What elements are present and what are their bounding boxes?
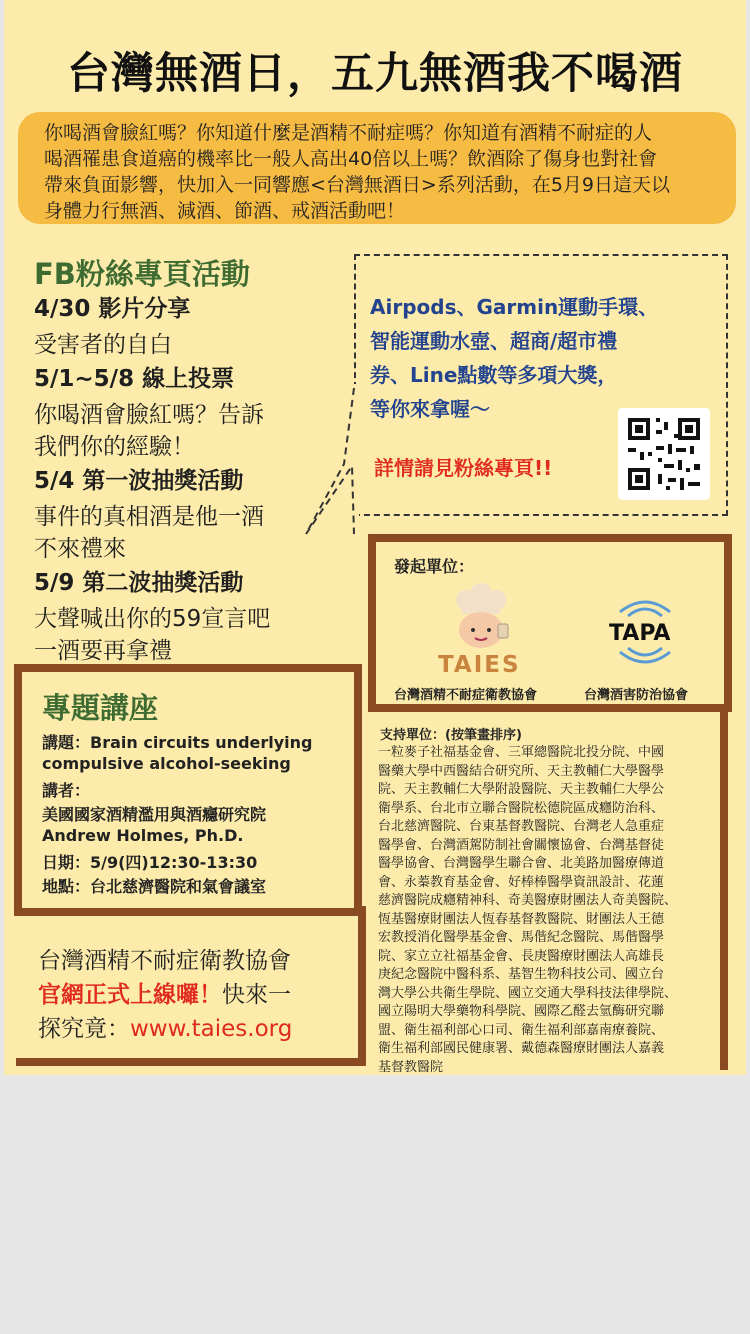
website-org-name: 台灣酒精不耐症衛教協會 xyxy=(38,948,291,974)
fb-event-desc: 一酒要再拿禮 xyxy=(34,638,172,664)
fb-event-desc: 不來禮來 xyxy=(34,536,126,562)
intro-line: 喝酒罹患食道癌的機率比一般人高出40倍以上嗎？飲酒除了傷身也對社會 xyxy=(44,148,658,170)
website-url-line xyxy=(38,1010,292,1043)
supporter-line: 庚紀念醫院中醫科系、基智生物科技公司、國立台 xyxy=(378,967,665,982)
speech-bubble-tail xyxy=(304,384,356,534)
prize-line: 智能運動水壺、超商/超市禮 xyxy=(370,329,618,353)
fb-section-title: FB粉絲專頁活動 xyxy=(34,257,250,291)
prize-line: Airpods、Garmin運動手環、 xyxy=(370,295,659,319)
initiators-label: 發起單位： xyxy=(394,557,475,576)
intro-banner xyxy=(18,112,736,224)
supporter-line: 衛學系、台北市立聯合醫院松德院區成癮防治科、 xyxy=(378,800,665,816)
fb-event-date: 4/30 影片分享 xyxy=(34,296,191,322)
lecture-speaker-org: 美國國家酒精濫用與酒癮研究院 xyxy=(42,805,267,824)
lecture-title: 專題講座 xyxy=(42,691,159,725)
lecture-speaker-name: Andrew Holmes, Ph.D. xyxy=(42,826,244,845)
page-title: 台灣無酒日，五九無酒我不喝酒 xyxy=(67,49,683,99)
supporter-line: 醫藥大學中西醫結合研究所、天主教輔仁大學醫學 xyxy=(378,763,665,779)
initiator-org-name: 台灣酒害防治協會 xyxy=(584,688,689,703)
supporter-line: 盟、衛生福利部心口司、衛生福利部嘉南療養院、 xyxy=(378,1022,665,1038)
website-announcement xyxy=(38,976,291,1009)
supporters-title: 支持單位：(按筆畫排序) xyxy=(380,728,522,743)
intro-line: 身體力行無酒、減酒、節酒、戒酒活動吧！ xyxy=(44,200,406,222)
supporter-line: 醫學會、台灣酒駕防制社會關懷協會、台灣基督徒 xyxy=(378,837,665,853)
fb-event-date: 5/1~5/8 線上投票 xyxy=(34,366,235,392)
poster xyxy=(4,0,746,1075)
supporters-list xyxy=(378,744,716,1075)
initiator-org-name: 台灣酒精不耐症衛教協會 xyxy=(394,688,538,703)
lecture-place: 地點：台北慈濟醫院和氣會議室 xyxy=(42,877,267,896)
fb-event-desc: 我們你的經驗！ xyxy=(34,434,195,460)
fb-event-desc: 你喝酒會臉紅嗎？告訴 xyxy=(34,402,264,428)
supporter-line: 灣大學公共衛生學院、國立交通大學科技法律學院、 xyxy=(378,985,678,1001)
supporter-line: 慈濟醫院成癮精神科、奇美醫療財團法人奇美醫院、 xyxy=(378,893,678,908)
tapa-logo-text: TAPA xyxy=(609,621,671,646)
fb-event-desc: 事件的真相酒是他一酒 xyxy=(34,504,264,530)
website-launch-text: 官網正式上線囉！ xyxy=(38,982,222,1008)
supporters-frame xyxy=(694,700,742,1070)
fb-event-date: 5/9 第二波抽獎活動 xyxy=(34,570,244,596)
intro-line: 帶來負面影響，快加入一同響應<台灣無酒日>系列活動，在5月9日這天以 xyxy=(44,174,671,196)
supporter-line: 台北慈濟醫院、台東基督教醫院、台灣老人急重症 xyxy=(378,819,665,834)
website-cta-text: 快來一 xyxy=(222,982,291,1008)
supporter-line: 恆基醫療財團法人恆春基督教醫院、財團法人王德 xyxy=(378,911,665,927)
taies-logo-text: TAIES xyxy=(438,652,521,678)
fb-event-date: 5/4 第一波抽獎活動 xyxy=(34,468,244,494)
intro-line: 你喝酒會臉紅嗎？你知道什麼是酒精不耐症嗎？你知道有酒精不耐症的人 xyxy=(44,122,653,144)
prize-list xyxy=(370,290,720,426)
website-url-label: 探究竟： xyxy=(38,1016,130,1042)
supporter-line: 會、永蓁教育基金會、好棒棒醫學資訊設計、花蓮 xyxy=(378,874,665,890)
supporter-line: 一粒麥子社福基金會、三軍總醫院北投分院、中國 xyxy=(378,745,665,760)
supporter-line: 院、家立立社福基金會、長庚醫療財團法人高雄長 xyxy=(378,948,665,964)
fb-event-desc: 受害者的自白 xyxy=(34,332,172,358)
prize-line: 等你來拿喔～ xyxy=(370,397,490,421)
supporter-line: 醫學協會、台灣醫學生聯合會、北美路加醫療傳道 xyxy=(378,856,665,871)
lecture-topic: 講題：Brain circuits underlying xyxy=(42,733,313,752)
fb-event-desc: 大聲喊出你的59宣言吧 xyxy=(34,606,271,632)
lecture-topic-cont: compulsive alcohol-seeking xyxy=(42,754,291,773)
qr-code-icon[interactable] xyxy=(618,408,710,500)
supporter-line: 院、天主教輔仁大學附設醫院、天主教輔仁大學公 xyxy=(378,782,665,797)
prize-line: 券、Line點數等多項大獎， xyxy=(370,363,618,387)
lecture-speaker-label: 講者： xyxy=(42,781,91,800)
fan-page-details-link[interactable]: 詳情請見粉絲專頁!! xyxy=(374,456,553,480)
website-url-link[interactable]: www.taies.org xyxy=(130,1016,293,1042)
supporter-line: 國立陽明大學藥物科學院、國際乙醛去氫酶研究聯 xyxy=(378,1004,665,1019)
lecture-date: 日期：5/9(四)12:30-13:30 xyxy=(42,853,258,872)
supporter-line: 宏教授消化醫學基金會、馬偕紀念醫院、馬偕醫學 xyxy=(378,930,665,945)
supporter-line: 衛生福利部國民健康署、戴德森醫療財團法人嘉義 xyxy=(378,1041,665,1056)
supporter-line: 基督教醫院 xyxy=(378,1059,444,1075)
